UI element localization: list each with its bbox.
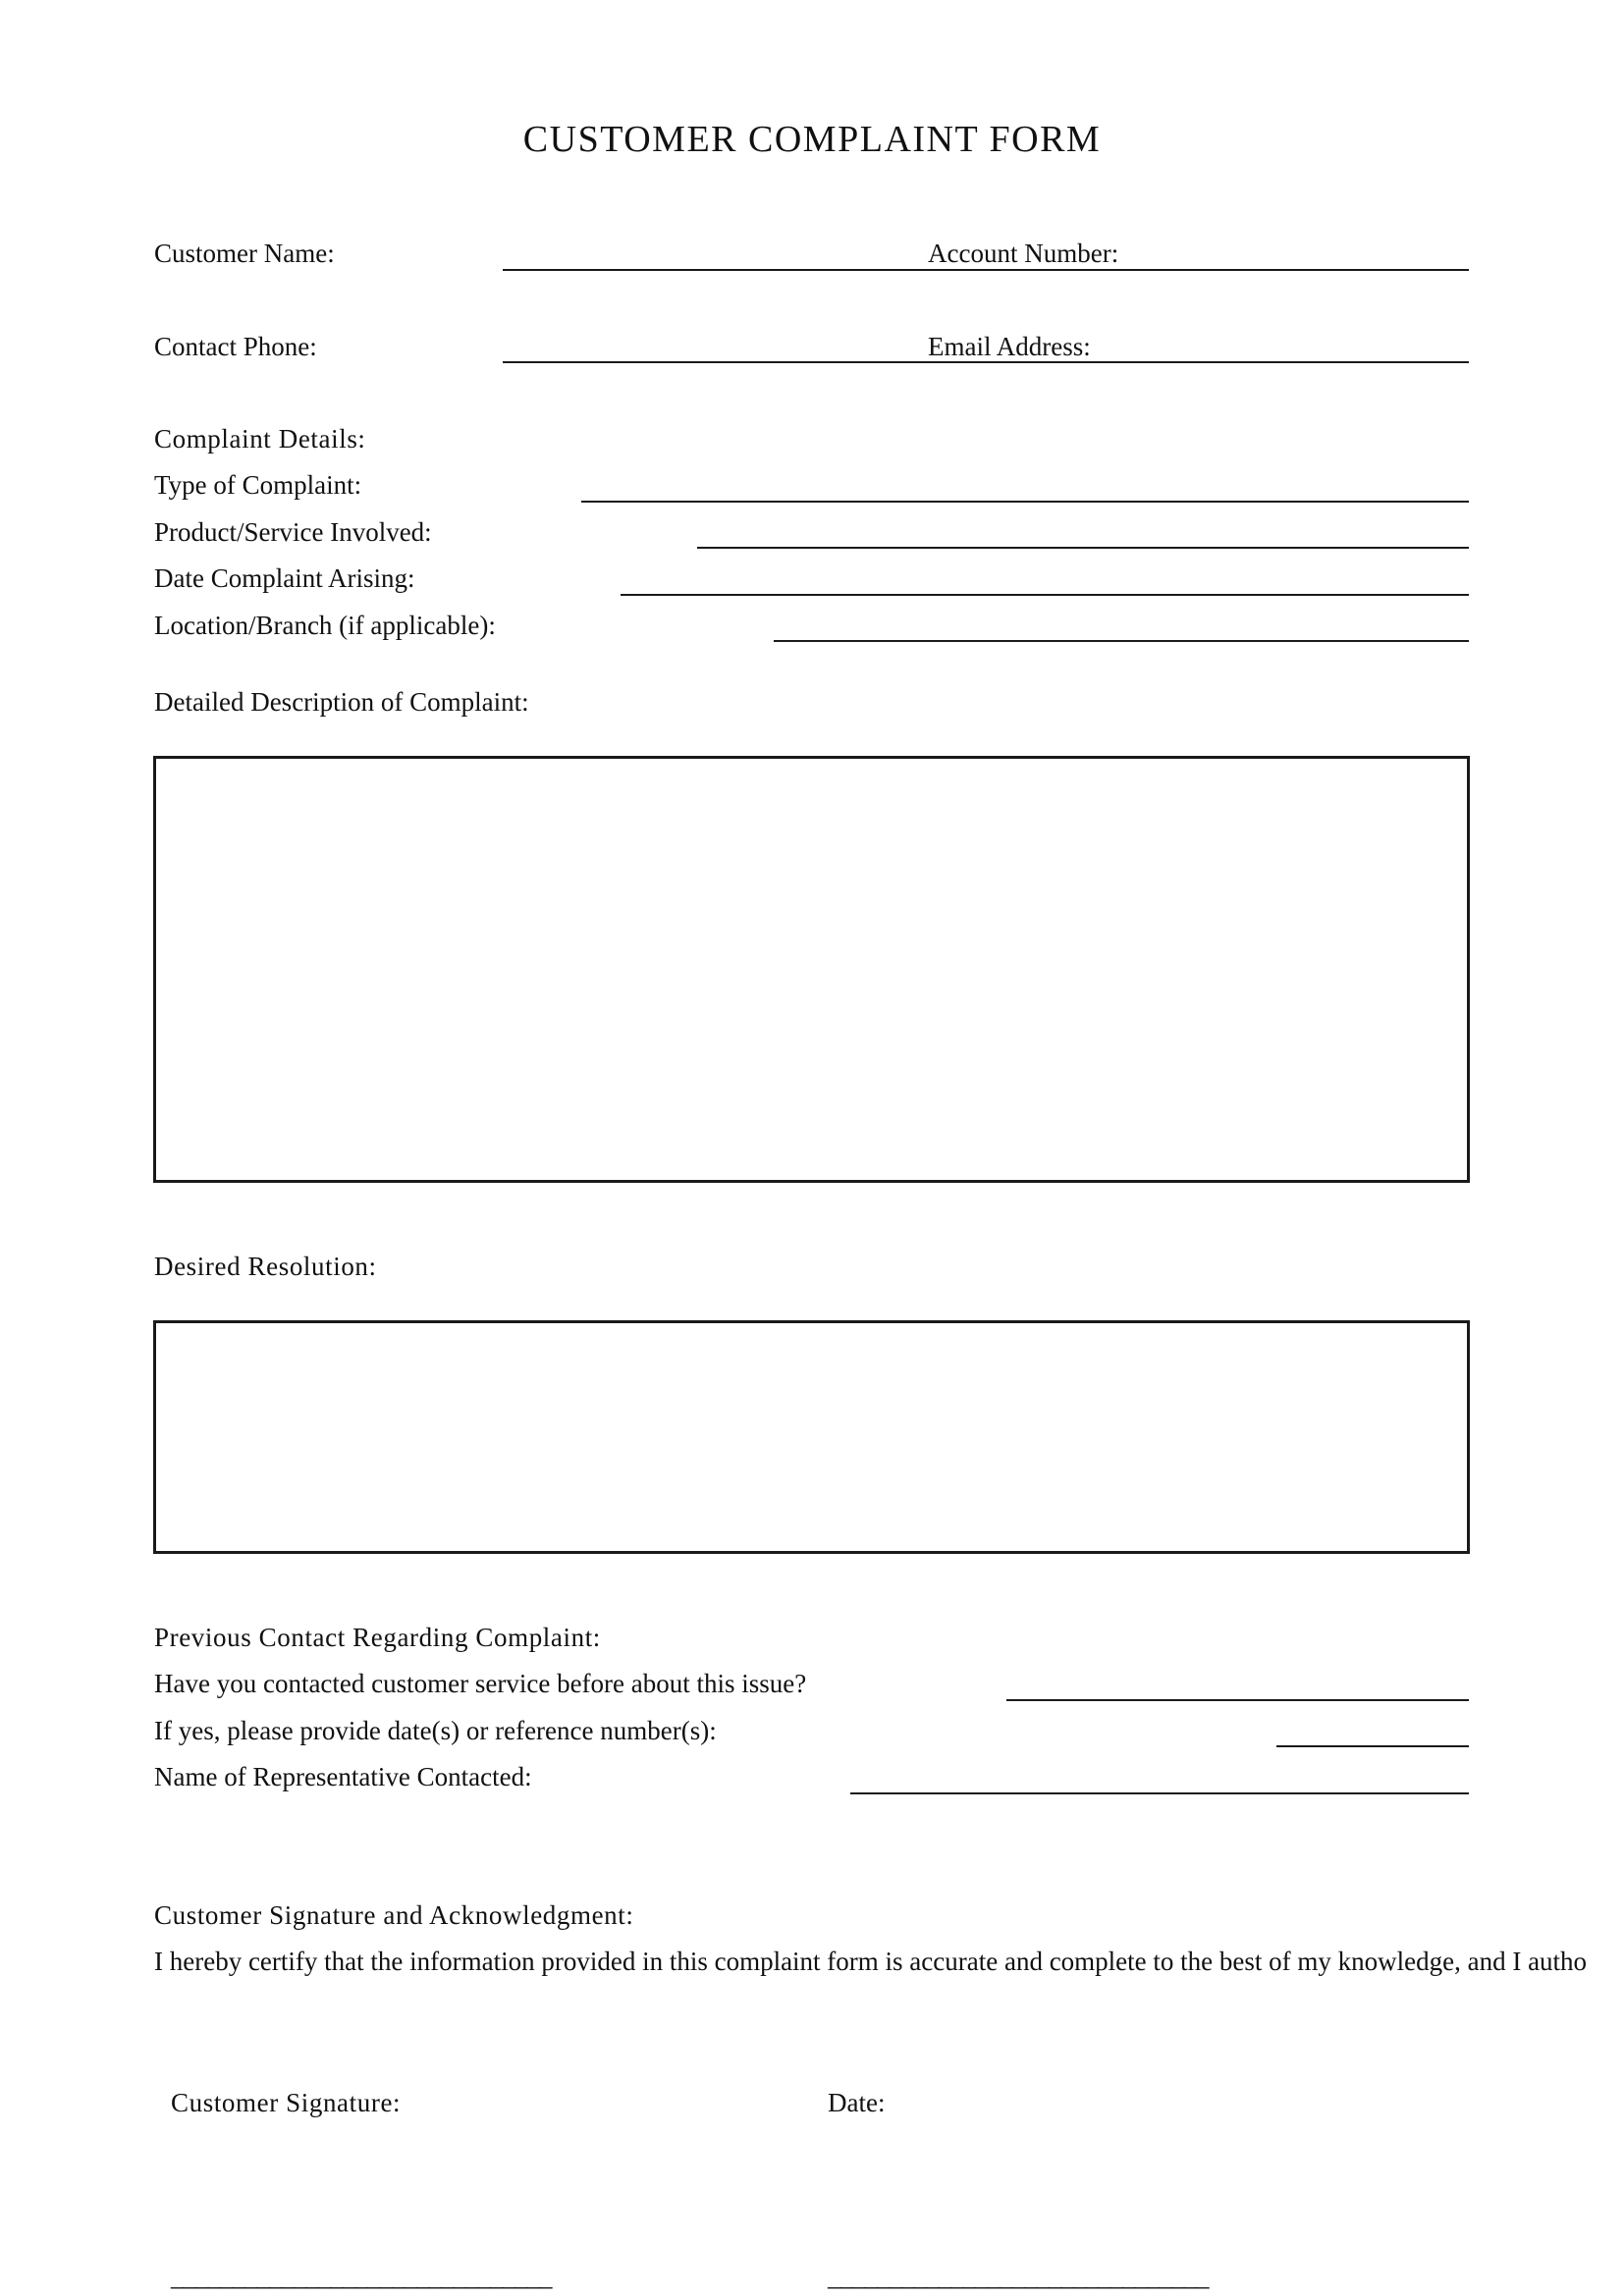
complaint-details-heading: Complaint Details: [154,424,366,454]
reference-number-field[interactable] [1276,1745,1469,1747]
customer-name-label: Customer Name: [154,239,335,268]
email-address-field[interactable] [925,361,1469,363]
reference-number-label: If yes, please provide date(s) or reference number(s): [154,1716,717,1745]
customer-signature-label: Customer Signature: [171,2088,402,2117]
description-box[interactable] [153,756,1470,1183]
customer-signature-line[interactable]: _______________________________ [171,2262,552,2291]
signature-date-line[interactable]: _______________________________ [828,2262,1209,2291]
contact-phone-label: Contact Phone: [154,332,317,361]
complaint-type-field[interactable] [581,501,1469,503]
resolution-label: Desired Resolution: [154,1252,377,1281]
email-address-label: Email Address: [928,332,1091,361]
previous-contact-heading: Previous Contact Regarding Complaint: [154,1623,601,1652]
customer-name-field[interactable] [503,269,925,271]
resolution-box[interactable] [153,1320,1470,1554]
contacted-before-label: Have you contacted customer service before about this issue? [154,1669,807,1698]
complaint-type-label: Type of Complaint: [154,470,362,500]
representative-label: Name of Representative Contacted: [154,1762,532,1791]
location-branch-field[interactable] [774,640,1469,642]
date-arising-label: Date Complaint Arising: [154,563,415,593]
signature-heading: Customer Signature and Acknowledgment: [154,1900,634,1930]
representative-field[interactable] [850,1792,1469,1794]
date-arising-field[interactable] [621,594,1469,596]
contacted-before-field[interactable] [1006,1699,1469,1701]
page-title: CUSTOMER COMPLAINT FORM [522,119,1102,160]
product-service-field[interactable] [697,547,1469,549]
contact-phone-field[interactable] [503,361,925,363]
account-number-field[interactable] [925,269,1469,271]
account-number-label: Account Number: [928,239,1119,268]
description-label: Detailed Description of Complaint: [154,687,529,717]
signature-date-label: Date: [828,2088,886,2117]
certification-text: I hereby certify that the information provided in this complaint form is accurate and complete to the best of my knowledge, and I autho [154,1947,1588,1976]
location-branch-label: Location/Branch (if applicable): [154,611,496,640]
product-service-label: Product/Service Involved: [154,517,432,547]
